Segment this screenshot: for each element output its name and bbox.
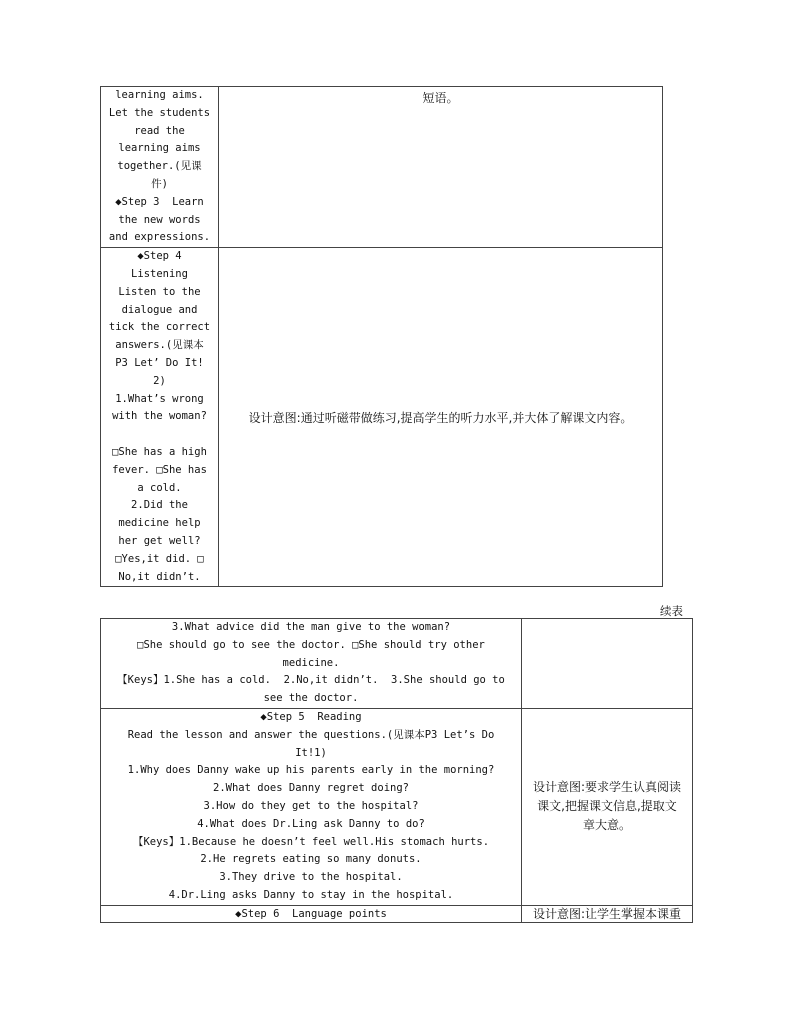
text-line: P3 Let’ Do It! bbox=[115, 356, 204, 369]
step-cell bbox=[101, 87, 219, 248]
design-intent-text: 短语。 bbox=[422, 91, 459, 105]
text-line: Read the lesson and answer the questions.(见课本P3 Let’s Do bbox=[127, 728, 495, 741]
table-row bbox=[101, 619, 693, 709]
design-intent-text: 设计意图:要求学生认真阅读 bbox=[532, 780, 682, 795]
text-line: 2) bbox=[153, 374, 166, 387]
table-row bbox=[101, 905, 693, 922]
design-intent-cell bbox=[219, 87, 663, 248]
text-line: 1.What’s wrong bbox=[115, 392, 204, 405]
text-line: 4.What does Dr.Ling ask Danny to do? bbox=[197, 817, 425, 830]
step-cell bbox=[101, 248, 219, 587]
text-line: □She has a high bbox=[112, 445, 207, 458]
text-line: No,it didn’t. bbox=[118, 570, 201, 583]
text-line: It!1) bbox=[295, 746, 327, 759]
text-line: medicine. bbox=[282, 656, 340, 669]
text-line: ◆Step 6 Language points bbox=[235, 907, 387, 920]
design-intent-text: 设计意图:让学生掌握本课重 bbox=[532, 906, 682, 921]
text-line: and expressions. bbox=[108, 231, 211, 244]
design-intent-cell bbox=[522, 905, 693, 922]
text-line: 2.What does Danny regret doing? bbox=[213, 782, 409, 795]
table-row bbox=[101, 248, 663, 587]
design-intent-cell bbox=[219, 248, 663, 587]
text-line: fever. □She has bbox=[112, 463, 207, 476]
text-line: 2.Did the bbox=[131, 499, 188, 512]
text-line: her get well? bbox=[118, 534, 201, 547]
design-intent-cell bbox=[522, 619, 693, 709]
blank-line bbox=[105, 426, 214, 444]
text-line: Listen to the bbox=[118, 285, 201, 298]
text-line: tick the correct bbox=[108, 321, 211, 334]
text-line: 2.He regrets eating so many donuts. bbox=[200, 853, 422, 866]
text-line: 【Keys】1.She has a cold. 2.No,it didn’t. 3.She should go to bbox=[117, 674, 505, 687]
continued-label: 续表 bbox=[660, 604, 683, 618]
text-line: □She should go to see the doctor. □She should try other bbox=[137, 638, 485, 651]
text-line: ◆Step 4 bbox=[137, 250, 182, 263]
text-line: 3.What advice did the man give to the woman? bbox=[171, 621, 451, 633]
text-line: Let the students bbox=[108, 106, 211, 119]
text-line: 3.They drive to the hospital. bbox=[219, 871, 403, 884]
step-cell bbox=[101, 708, 522, 905]
design-intent-text: 课文,把握课文信息,提取文 bbox=[537, 799, 677, 814]
text-line: learning aims bbox=[118, 142, 201, 155]
text-line: □Yes,it did. □ bbox=[115, 552, 204, 565]
text-line: a cold. bbox=[137, 481, 182, 494]
text-line: dialogue and bbox=[121, 303, 198, 316]
text-line: 件) bbox=[151, 177, 168, 190]
lesson-plan-table-2 bbox=[100, 618, 693, 923]
text-line: Listening bbox=[131, 267, 188, 280]
design-intent-text: 设计意图:通过听磁带做练习,提高学生的听力水平,并大体了解课文内容。 bbox=[248, 410, 633, 425]
text-line: medicine help bbox=[118, 517, 201, 530]
table-row bbox=[101, 708, 693, 905]
design-intent-text: 章大意。 bbox=[582, 818, 631, 833]
text-line: ◆Step 5 Reading bbox=[260, 710, 362, 723]
design-intent-cell bbox=[522, 708, 693, 905]
text-line: the new words bbox=[118, 213, 201, 226]
text-line: 3.How do they get to the hospital? bbox=[203, 799, 419, 812]
table-row bbox=[101, 87, 663, 248]
text-line: ◆Step 3 Learn bbox=[115, 195, 204, 208]
text-line: read the bbox=[134, 124, 185, 137]
text-line: 1.Why does Danny wake up his parents early in the morning? bbox=[127, 764, 495, 777]
text-line: together.(见课 bbox=[117, 160, 202, 173]
step-cell bbox=[101, 905, 522, 922]
text-line: 4.Dr.Ling asks Danny to stay in the hospital. bbox=[168, 888, 454, 901]
lesson-plan-table-1 bbox=[100, 86, 663, 587]
text-line: see the doctor. bbox=[263, 692, 359, 705]
text-line: with the woman? bbox=[112, 410, 207, 423]
text-line: 【Keys】1.Because he doesn’t feel well.His stomach hurts. bbox=[132, 835, 490, 848]
step-cell bbox=[101, 619, 522, 709]
text-line: learning aims. bbox=[115, 89, 204, 101]
text-line: answers.(见课本 bbox=[115, 339, 204, 352]
